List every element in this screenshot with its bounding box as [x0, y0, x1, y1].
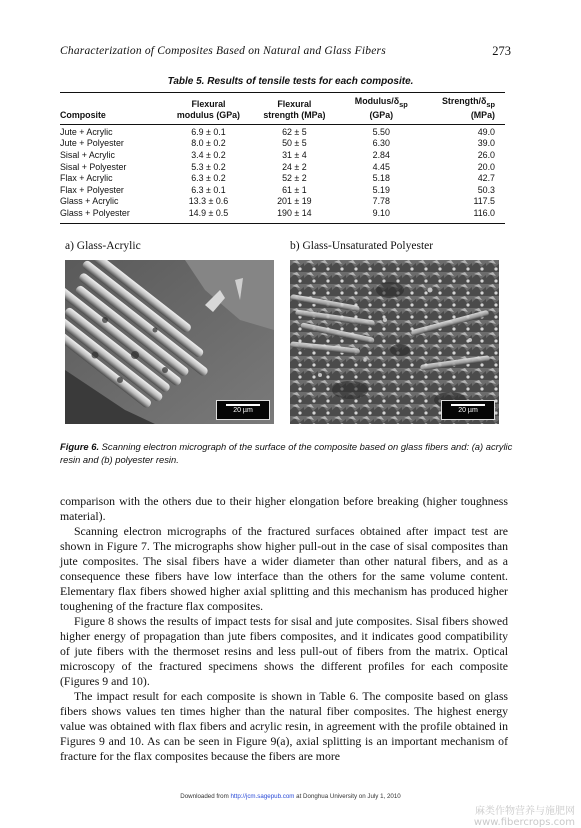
panel-b-label: b) Glass-Unsaturated Polyester: [290, 240, 434, 252]
table-row: Sisal + Polyester 5.3 ± 0.2 24 ± 2 4.45 20.0: [60, 161, 495, 172]
figure-caption: Figure 6. Scanning electron micrograph of the surface of the composite based on glass fibers and: (a) acrylic resin and (b) polyester resin.: [60, 441, 513, 465]
panel-a-label: a) Glass-Acrylic: [65, 240, 141, 252]
paragraph: comparison with the others due to their higher elongation before breaking (higher toughness material).: [60, 494, 508, 523]
page-number: 273: [492, 44, 511, 58]
table-row: Flax + Acrylic 6.3 ± 0.2 52 ± 2 5.18 42.7: [60, 173, 495, 184]
watermark: 麻类作物营养与施肥网 www.fibercrops.com: [473, 806, 575, 828]
running-head: Characterization of Composites Based on Natural and Glass Fibers: [60, 45, 386, 57]
paragraph: Scanning electron micrographs of the fractured surfaces obtained after impact test are shown in Figure 7. The micrographs show higher pull-out in the case of sisal composites than jute composites. The sisal fibers have a wider diameter than other natural fibers, and as a consequence these fibers have low interface than the others for the same volume content. Elementary flax fibers showed higher axial splitting and this mechanism has produced higher toughening of the fracture flax composites.: [60, 524, 508, 613]
table-row: Glass + Polyester 14.9 ± 0.5 190 ± 14 9.10 116.0: [60, 207, 495, 218]
scale-bar: 20 µm: [216, 400, 270, 420]
table-row: Sisal + Acrylic 3.4 ± 0.2 31 ± 4 2.84 26.0: [60, 149, 495, 160]
download-footer: Downloaded from http://jcm.sagepub.com at Donghua University on July 1, 2010: [180, 793, 401, 800]
paragraph: Figure 8 shows the results of impact tests for sisal and jute composites. Sisal fibers showed higher energy of propagation than jute fibers composites, and it indicates good compatibility of jute fibers with the thermoset resins and less pull-out of fibers from the matrix. Optical microscopy of the fractured specimens shows the different profiles for each composite (Figures 9 and 10).: [60, 614, 508, 688]
table-row: Glass + Acrylic 13.3 ± 0.6 201 ± 19 7.78 117.5: [60, 196, 495, 207]
sem-micrograph-glass-acrylic: [65, 260, 274, 424]
col-header-composite: Composite: [60, 109, 106, 120]
table-caption: Table 5. Results of tensile tests for each composite.: [167, 76, 414, 87]
paragraph: The impact result for each composite is shown in Table 6. The composite based on glass fibers shows values ten times higher than the natural fiber composites. The highest energy value was obtained with flax fibers and acrylic resin, in agreement with the profile obtained in Figures 9 and 10. As can be seen in Figure 9(a), axial splitting is an important mechanism of fracture for the flax composites because the fibers are more: [60, 689, 508, 763]
table-row: Jute + Acrylic 6.9 ± 0.1 62 ± 5 5.50 49.0: [60, 126, 495, 137]
col-header-specific-modulus: Modulus/$\delta_{sp}$ (GPa): [354, 96, 408, 120]
table-top-rule: [60, 92, 505, 93]
col-header-flexural-modulus: Flexural modulus (GPa): [176, 98, 241, 120]
table-bottom-rule: [60, 223, 505, 224]
table-row: Flax + Polyester 6.3 ± 0.1 61 ± 1 5.19 50.3: [60, 184, 495, 195]
body-text: [60, 494, 508, 764]
scale-bar: 20 µm: [441, 400, 495, 420]
col-header-specific-strength: Strength/$\delta_{sp}$ (MPa): [442, 96, 495, 120]
col-header-flexural-strength: Flexural strength (MPa): [263, 98, 326, 120]
results-table: [60, 94, 505, 220]
table-row: Jute + Polyester 8.0 ± 0.2 50 ± 5 6.30 39.0: [60, 138, 495, 149]
table-header-row: [60, 94, 505, 123]
download-link[interactable]: http://jcm.sagepub.com: [230, 793, 295, 800]
sem-micrograph-glass-polyester: [290, 260, 499, 424]
